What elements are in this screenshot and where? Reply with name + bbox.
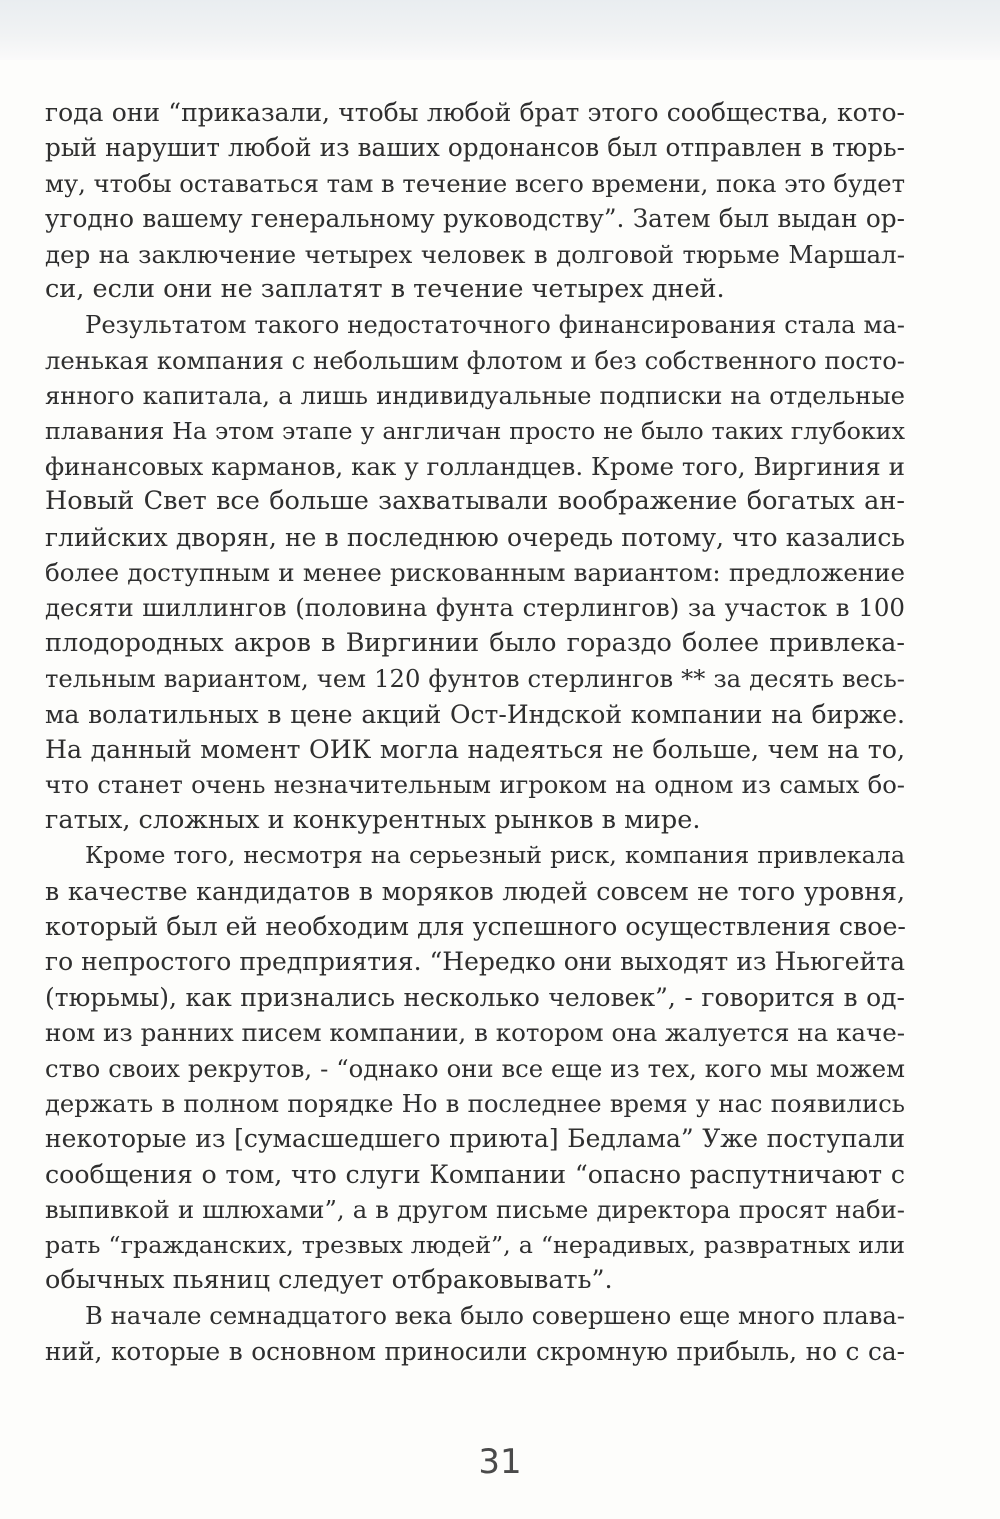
paragraph-2 <box>45 307 905 838</box>
text-line: тельным вариантом, чем 120 фунтов стерлингов ** за десять весь- <box>45 664 905 694</box>
text-line: Кроме того, несмотря на серьезный риск, компания привлекала <box>85 841 905 870</box>
text-line: рать “гражданских, трезвых людей”, а “нерадивых, развратных или <box>45 1230 905 1259</box>
text-line: В начале семнадцатого века было совершено еще много плава- <box>85 1301 905 1331</box>
text-line: плавания На этом этапе у англичан просто не было таких глубоких <box>45 416 905 445</box>
paragraph-4 <box>45 1298 905 1369</box>
text-line: ний, которые в основном приносили скромную прибыль, но с са- <box>45 1336 905 1366</box>
text-line: дер на заключение четырех человек в долговой тюрьме Маршал- <box>45 239 905 269</box>
text-line: (тюрьмы), как признались несколько человек”, - говорится в од- <box>45 982 905 1012</box>
text-line: сообщения о том, что слуги Компании “опасно распутничают с <box>45 1159 905 1189</box>
text-line: глийских дворян, не в последнюю очередь потому, что казались <box>45 522 905 552</box>
text-line: года они “приказали, чтобы любой брат этого сообщества, кото- <box>45 98 905 127</box>
text-line: что станет очень незначительным игроком на одном из самых бо- <box>45 770 905 800</box>
text-line: ном из ранних писем компании, в котором она жалуется на каче- <box>45 1018 905 1048</box>
text-line: янного капитала, а лишь индивидуальные подписки на отдельные <box>45 381 905 411</box>
text-line: угодно вашему генеральному руководству”. Затем был выдан ор- <box>45 204 905 234</box>
paragraph-3 <box>45 838 905 1298</box>
page-body-text <box>45 95 905 1369</box>
text-line: который был ей необходим для успешного осуществления свое- <box>45 911 906 941</box>
text-line: ма волатильных в цене акций Ост-Индской компании на бирже. <box>45 699 905 729</box>
text-line: выпивкой и шлюхами”, а в другом письме директора просят наби- <box>45 1195 905 1225</box>
text-line: го непростого предприятия. “Нередко они выходят из Ньюгейта <box>45 947 905 977</box>
text-line: финансовых карманов, как у голландцев. Кроме того, Виргиния и <box>45 451 905 481</box>
text-line: гатых, сложных и конкурентных рынков в мире. <box>45 804 701 835</box>
text-line: обычных пьяниц следует отбраковывать”. <box>45 1264 613 1295</box>
text-line: Результатом такого недостаточного финансирования стала ма- <box>85 310 905 340</box>
text-line: держать в полном порядке Но в последнее время у нас появились <box>45 1088 905 1118</box>
page-number: 31 <box>478 1442 522 1482</box>
text-line: более доступным и менее рискованным вариантом: предложение <box>45 558 905 588</box>
text-line: На данный момент ОИК могла надеяться не больше, чем на то, <box>45 735 905 765</box>
text-line: некоторые из [сумасшедшего приюта] Бедлама” Уже поступали <box>45 1124 905 1154</box>
paragraph-1 <box>45 95 905 307</box>
text-line: плодородных акров в Виргинии было гораздо более привлека- <box>45 627 905 658</box>
text-line: десяти шиллингов (половина фунта стерлингов) за участок в 100 <box>45 593 905 623</box>
text-line: в качестве кандидатов в моряков людей совсем не того уровня, <box>45 876 905 906</box>
text-line: му, чтобы оставаться там в течение всего времени, пока это будет <box>45 168 905 198</box>
page-top-shadow <box>0 0 1000 60</box>
text-line: Новый Свет все больше захватывали воображение богатых ан- <box>45 486 905 517</box>
text-line: си, если они не заплатят в течение четырех дней. <box>45 273 725 304</box>
text-line: ство своих рекрутов, - “однако они все еще из тех, кого мы можем <box>45 1053 905 1083</box>
text-line: ленькая компания с небольшим флотом и без собственного посто- <box>45 345 905 375</box>
text-line: рый нарушит любой из ваших ордонансов был отправлен в тюрь- <box>45 133 905 163</box>
